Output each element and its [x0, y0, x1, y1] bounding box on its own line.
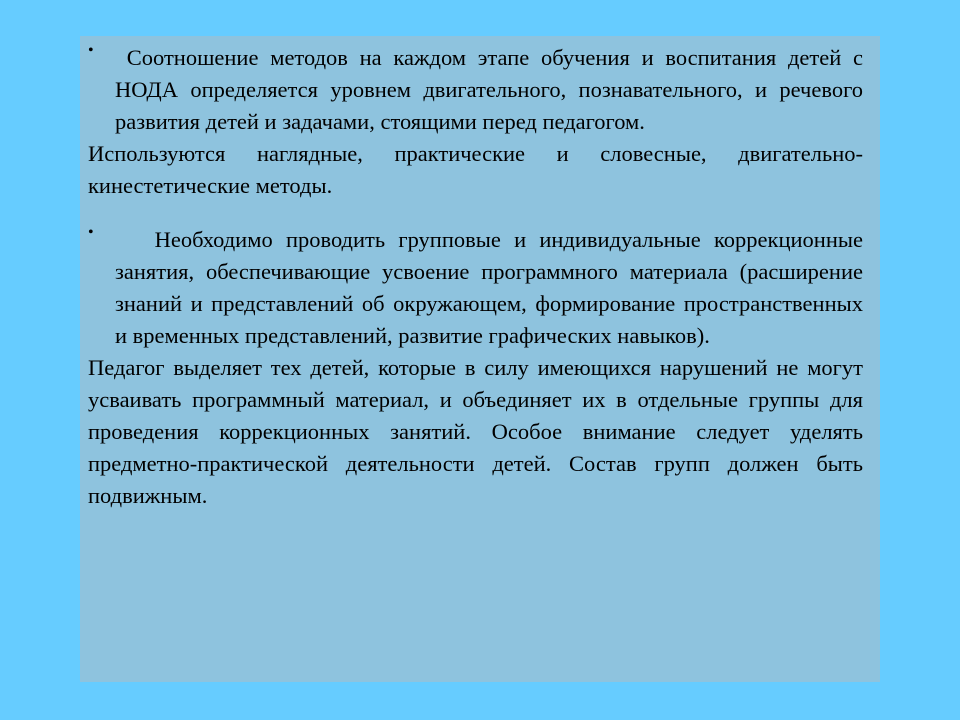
bullet-icon: • — [88, 42, 94, 59]
paragraph-methods-used: Используются наглядные, практические и словесные, двигательно-кинестетические методы. — [88, 141, 863, 198]
bullet-paragraph-correction-classes — [88, 224, 863, 352]
bullet-icon: • — [88, 224, 94, 241]
bullet-paragraph-methods-ratio — [88, 42, 863, 138]
paragraph-teacher-groups: Педагог выделяет тех детей, которые в силу имеющихся нарушений не могут усваивать программный материал, и объединяет их в отдельные группы для проведения коррекционных занятий. Особое внимание следует уделять предметно-практической деятельности детей. Состав групп должен быть подвижным. — [88, 355, 863, 508]
slide-text-content — [88, 42, 863, 512]
bullet-paragraph-text: Соотношение методов на каждом этапе обучения и воспитания детей с НОДА определяется уровнем двигательного, познавательного, и речевого развития детей и задачами, стоящими перед педагогом. — [115, 45, 863, 134]
bullet-paragraph-text: Необходимо проводить групповые и индивидуальные коррекционные занятия, обеспечивающие усвоение программного материала (расширение знаний и представлений об окружающем, формирование пространственных и временных представлений, развитие графических навыков). — [115, 227, 863, 348]
